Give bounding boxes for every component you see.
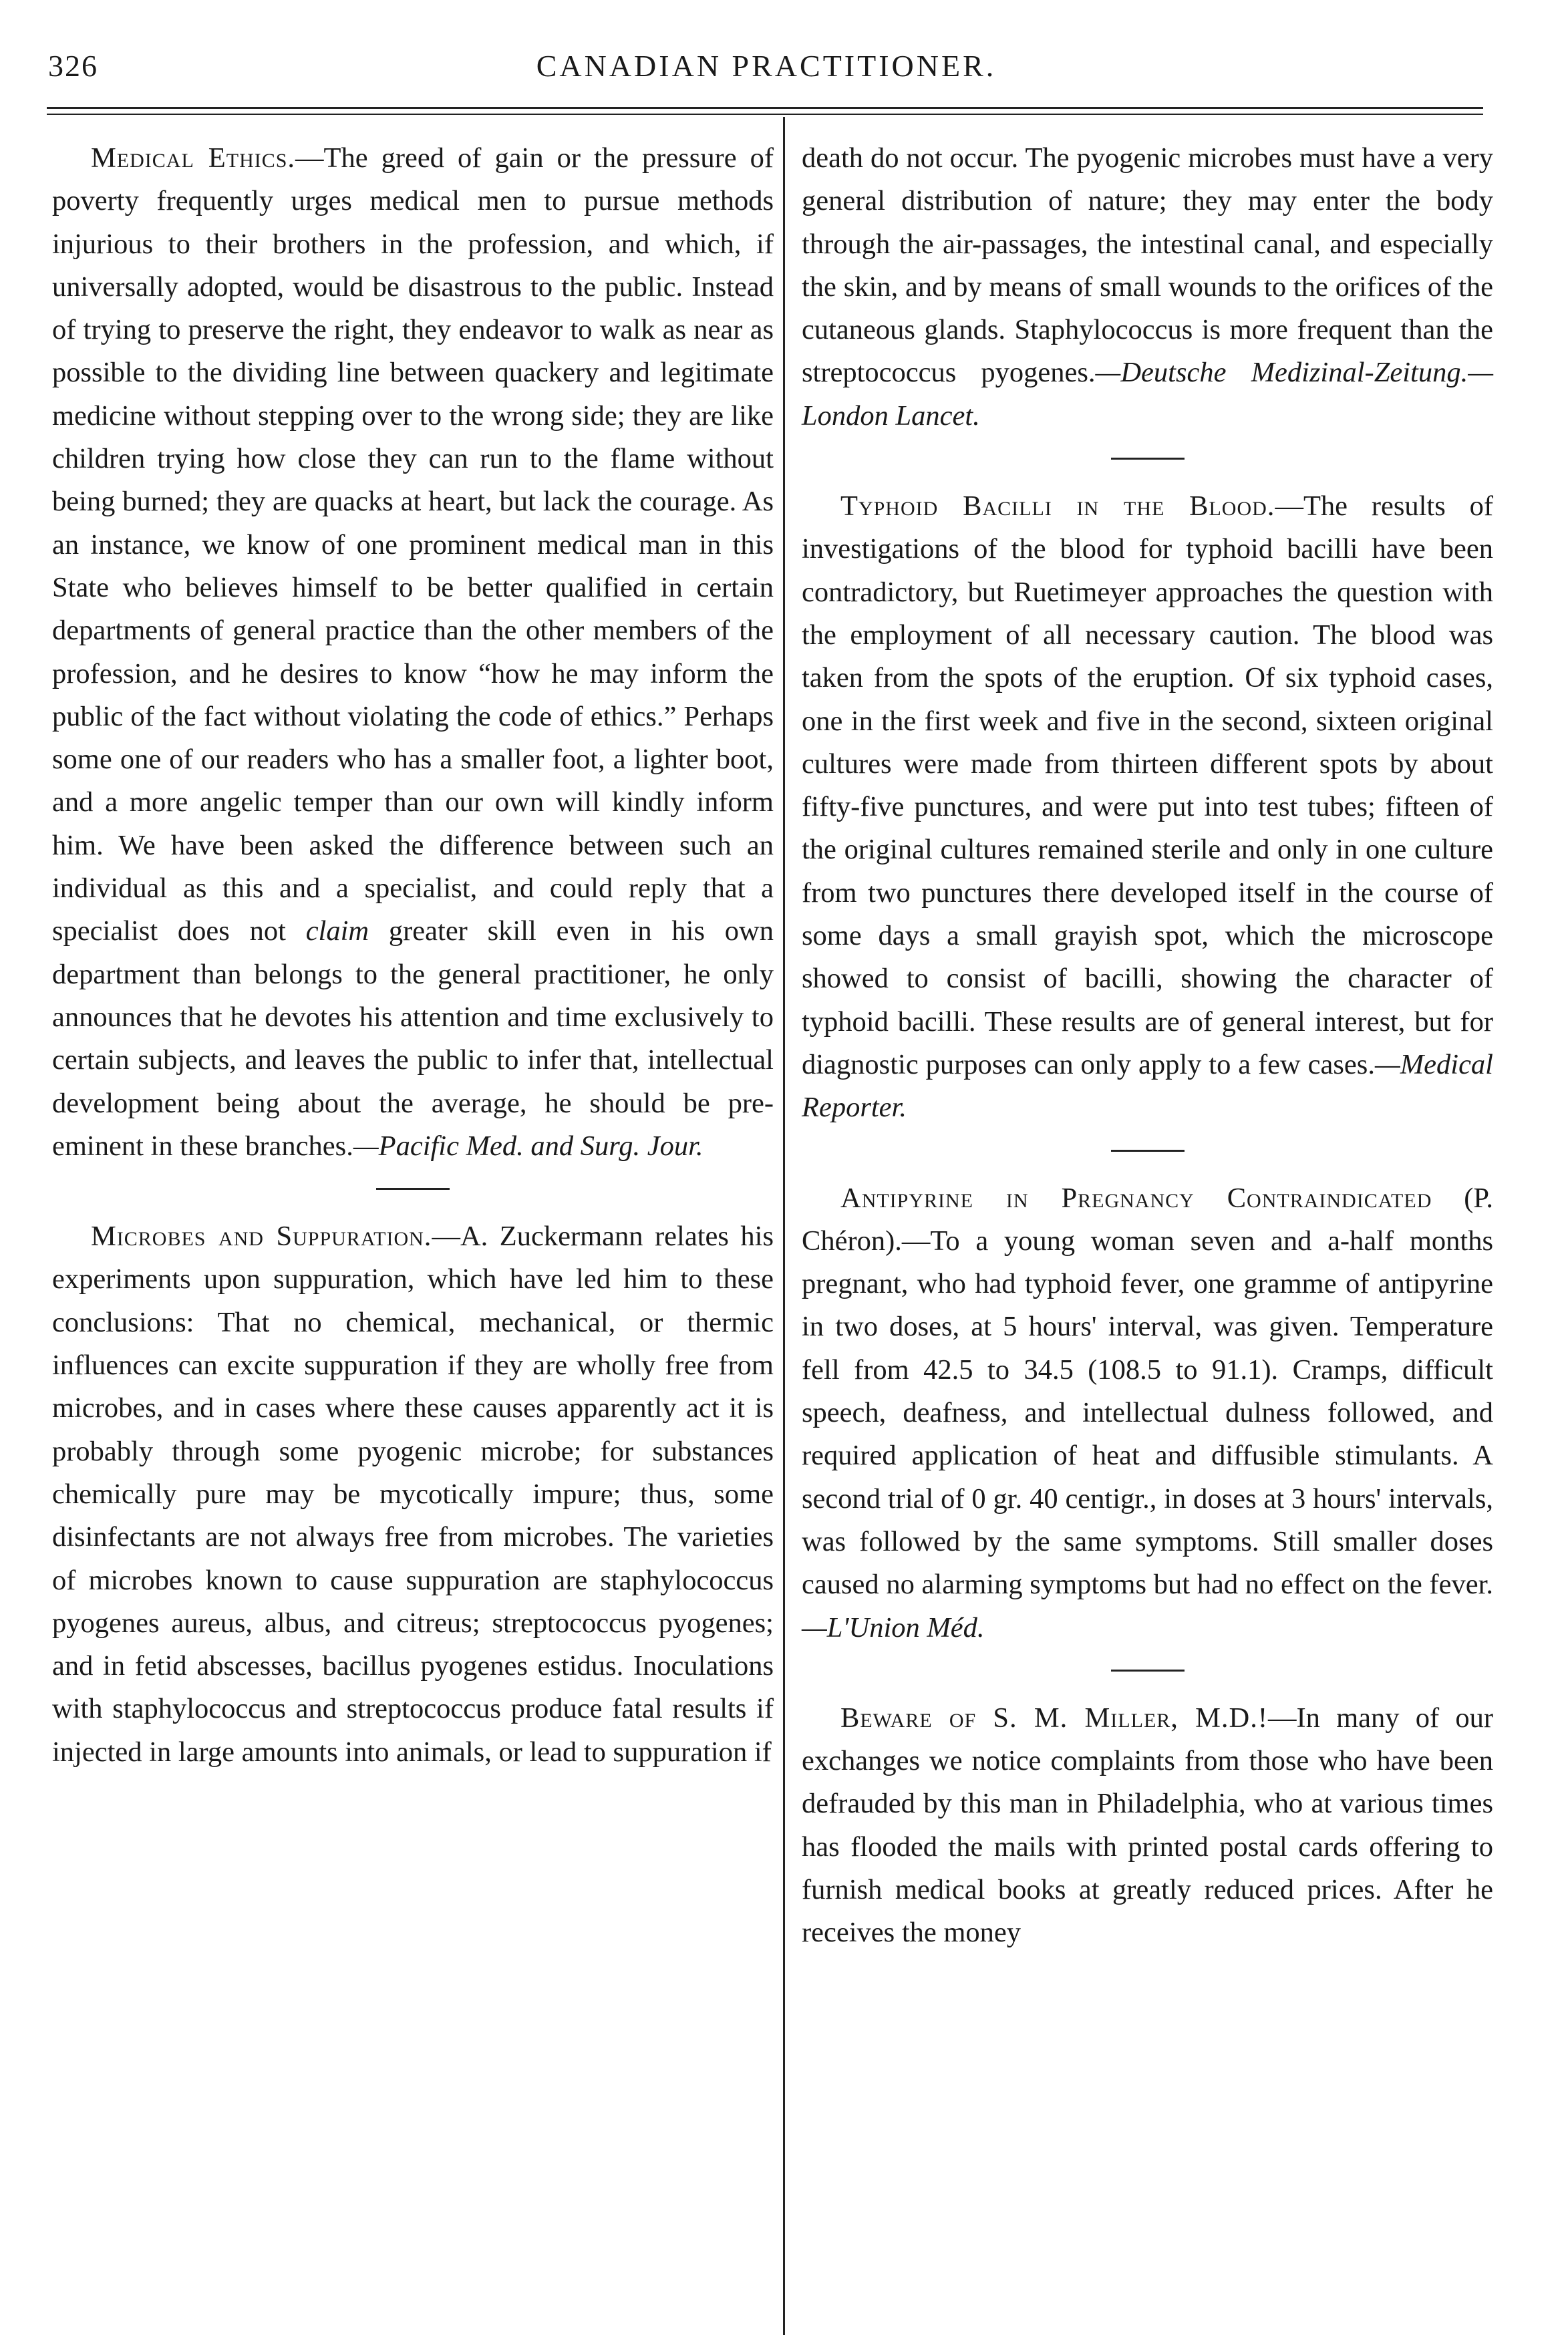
article-heading: Microbes and Suppuration. [91, 1221, 432, 1253]
article-separator [1111, 458, 1185, 460]
article-body: —A. Zuckermann relates his experiments upon suppuration, which have led him to these conclusions: That no chemical, mechanical, or thermic influences can excite suppuration if they are wholly free from microbes, and in cases where these causes apparently act it is probably through some pyogenic microbe; for substances chemically pure may be mycotically impure; thus, some disinfectants are not always free from microbes. The varieties of microbes known to cause suppuration are staphylococcus pyogenes aureus, albus, and citreus; streptococcus pyogenes; and in fetid abscesses, bacillus pyogenes estidus. Inoculations with staphylococcus and streptococcus produce fatal results if injected in large amounts into animals, or lead to suppuration if [52, 1221, 774, 1768]
article-paragraph [52, 1215, 774, 1774]
page-header [48, 48, 1484, 95]
article-source: —Medical Reporter. [802, 1048, 1493, 1124]
article-microbes [52, 1215, 774, 1774]
running-title: CANADIAN PRACTITIONER. [536, 49, 997, 83]
article-heading: Beware of S. M. Miller, M.D.! [840, 1702, 1268, 1734]
article-body-continued: greater skill even in his own department than belongs to the general practitioner, he only announces that he devotes his attention and time exclusively to certain subjects, and leaves the public to infer that, intellectual development being about the average, he should be pre-eminent in these branches. [52, 915, 774, 1162]
article-paragraph [802, 1697, 1493, 1955]
article-microbes-continued [802, 137, 1493, 438]
article-body: —The results of investigations of the blood for typhoid bacilli have been contradictory, but Ruetimeyer approaches the question with the employment of all necessary caution. The blood was taken from the spots of the eruption. Of six typhoid cases, one in the first week and five in the second, sixteen original cultures were made from thirteen different spots by about fifty-five punctures, and were put into test tubes; fifteen of the original cultures remained sterile and only in one culture from two punctures there developed itself in the course of some days a small grayish spot, which the microscope showed to consist of bacilli, showing the character of typhoid bacilli. These results are of general interest, but for diagnostic purposes can only apply to a few cases. [802, 490, 1493, 1080]
article-body: —The greed of gain or the pressure of poverty frequently urges medical men to pursue methods injurious to their brothers in the profession, and which, if universally adopted, would be disastrous to the public. Instead of trying to preserve the right, they endeavor to walk as near as possible to the dividing line between quackery and legitimate medicine without stepping over to the wrong side; they are like children trying how close they can run to the flame without being burned; they are quacks at heart, but lack the courage. As an instance, we know of one prominent medical man in this State who believes himself to be better qualified in certain departments of general practice than the other members of the profession, and he desires to know “how he may inform the public of the fact without violating the code of ethics.” Perhaps some one of our readers who has a smaller foot, a lighter boot, and a more angelic temper than our own will kindly inform him. We have been asked the difference between such an individual as this and a specialist, and could reply that a specialist does not [52, 142, 774, 947]
article-source: —Pacific Med. and Surg. Jour. [353, 1130, 703, 1162]
article-body: death do not occur. The pyogenic microbes must have a very general distribution of nature; they may enter the body through the air-passages, the intestinal canal, and especially the skin, and by means of small wounds to the orifices of the cutaneous glands. Staphylococcus is more frequent than the streptococcus pyogenes. [802, 142, 1493, 389]
column-divider [783, 117, 785, 2335]
article-paragraph [52, 137, 774, 1168]
article-body: —In many of our exchanges we notice complaints from those who have been defrauded by this man in Philadelphia, who at various times has flooded the mails with printed postal cards offering to furnish medical books at greatly reduced prices. After he receives the money [802, 1702, 1493, 1949]
right-column [802, 137, 1493, 1955]
left-column [52, 137, 774, 1774]
article-separator [1111, 1150, 1185, 1152]
header-rule [47, 107, 1483, 109]
header-rule-thin [47, 114, 1483, 115]
article-separator [1111, 1670, 1185, 1672]
article-source: —L'Union Méd. [802, 1611, 985, 1643]
article-antipyrine [802, 1177, 1493, 1650]
article-medical-ethics [52, 137, 774, 1168]
article-body: (P. Chéron).—To a young woman seven and a-half months pregnant, who had typhoid fever, one gramme of antipyrine in two doses, at 5 hours' interval, was given. Temperature fell from 42.5 to 34.5 (108.5 to 91.1). Cramps, difficult speech, deafness, and intellectual dulness followed, and required application of heat and diffusible stimulants. A second trial of 0 gr. 40 centigr., in doses at 3 hours' intervals, was followed by the same symptoms. Still smaller doses caused no alarming symptoms but had no effect on the fever. [802, 1182, 1493, 1601]
article-paragraph [802, 485, 1493, 1129]
article-source: —Deutsche Medizinal-Zeitung.—London Lancet. [802, 357, 1493, 432]
article-miller [802, 1697, 1493, 1955]
article-heading: Antipyrine in Pregnancy Contraindicated [840, 1182, 1432, 1214]
emphasis-text: claim [305, 915, 369, 947]
article-paragraph [802, 1177, 1493, 1650]
article-heading: Medical Ethics. [91, 142, 296, 174]
page-number: 326 [48, 49, 98, 83]
article-separator [376, 1188, 450, 1190]
article-heading: Typhoid Bacilli in the Blood. [840, 490, 1275, 522]
article-typhoid [802, 485, 1493, 1129]
article-paragraph [802, 137, 1493, 438]
